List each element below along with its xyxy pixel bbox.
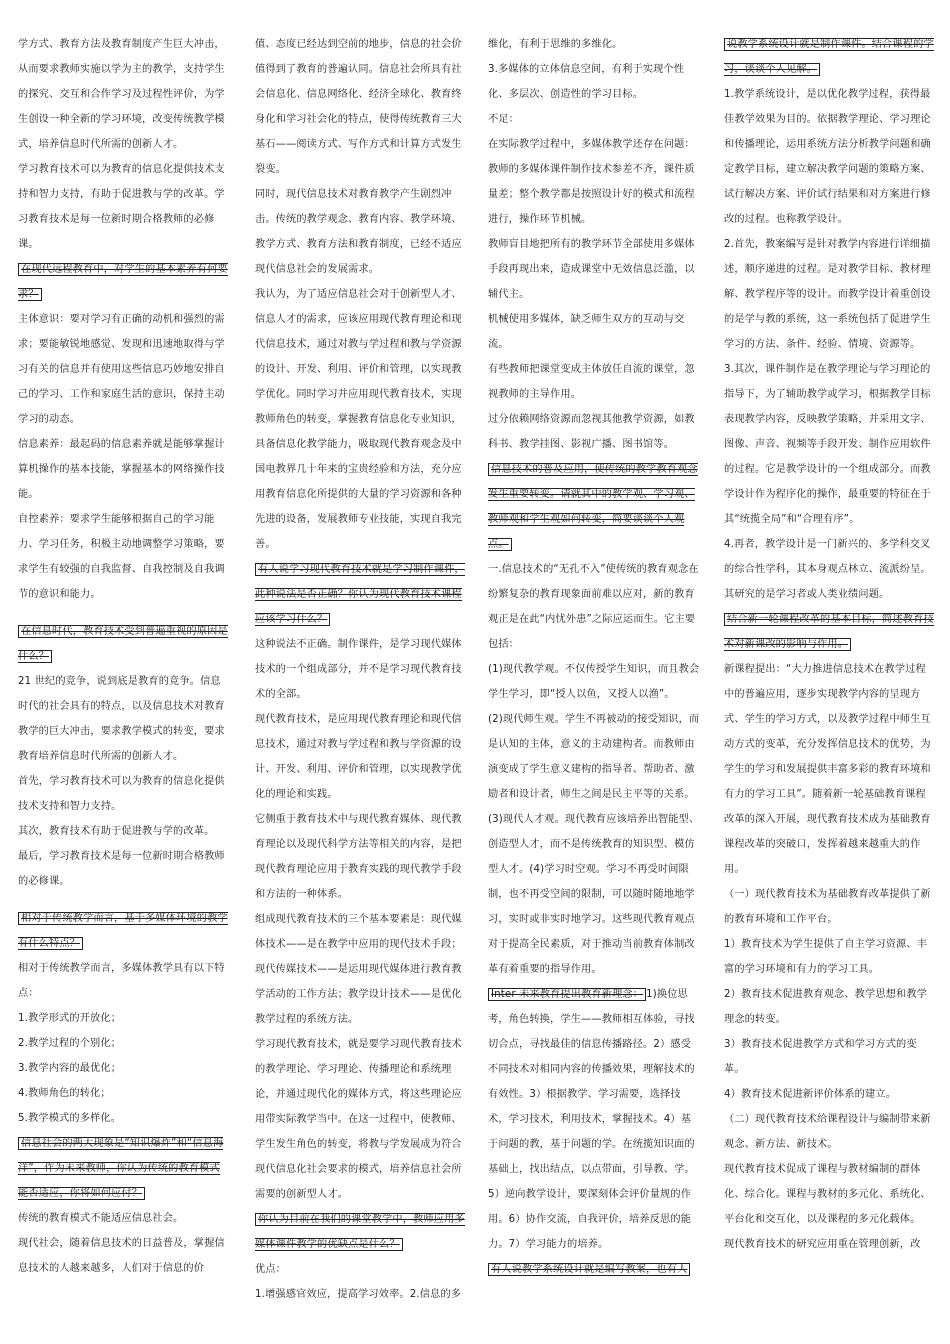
paragraph: 过分依赖网络资源而忽视其他教学资源，如教科书、教学挂图、影视广播、图书馆等。 [488, 414, 695, 450]
paragraph: 最后，学习教育技术是每一位新时期合格教师的必修课。 [18, 851, 225, 887]
paragraph: 这种说法不正确。制作课件，是学习现代媒体技术的一个组成部分，并不是学习现代教育技术的全部。 [255, 639, 462, 700]
question-text: 结合新一轮课程改革的基本目标，简述教育技术对新课改的影响与作用。 [724, 614, 934, 650]
paragraph: 2.教学过程的个别化； [18, 1038, 122, 1049]
paragraph: 4.再者，教学设计是一门新兴的、多学科交叉的综合性学科，其本身观点林立、流派纷呈。其研究的是学习者或人类业绩问题。 [724, 539, 931, 600]
paragraph: 教师盲目地把所有的教学环节全部使用多媒体手段再现出来，造成课堂中无效信息泛滥，以辅代主。 [488, 239, 695, 300]
paragraph: 3）教育技术促进教学方式和学习方式的变革。 [724, 1039, 917, 1075]
paragraph: 首先，学习教育技术可以为教育的信息化提供技术支持和智力支持。 [18, 776, 225, 812]
paragraph: 2）教育技术促进教育观念、教学思想和教学理念的转变。 [724, 989, 928, 1025]
paragraph: 21 世纪的竞争，说到底是教育的竞争。信息时代的社会具有的特点，以及信息技术对教育教学的巨大冲击，要求教学模式的转变，要求教育培养信息时代所需的创新人才。 [18, 676, 225, 762]
paragraph: 组成现代教育技术的三个基本要素是：现代媒体技术——是在教学中应用的现代技术手段；现代传媒技术——是运用现代媒体进行教育教学活动的工作方法；教学设计技术——是优化教学过程的系统方法。 [255, 914, 462, 1025]
paragraph-gap [18, 894, 230, 906]
paragraph: （二）现代教育技术给课程设计与编制带来新观念、新方法、新技术。 [724, 1114, 931, 1150]
paragraph: 主体意识：要对学习有正确的动机和强烈的需求；要能敏锐地感觉、发现和迅速地取得与学习有关的信息并有使用这些信息巧妙地安排自己的学习、工作和家庭生活的意识，保持主动学习的动态。 [18, 314, 225, 425]
text-column-1 [18, 32, 230, 1332]
question-heading [255, 557, 467, 632]
paragraph: 1.教学系统设计，是以优化教学过程，获得最佳教学效果为目的。依据教学理论、学习理论和传播理论，运用系统方法分析教学问题和确定教学目标，建立解决教学问题的策略方案、试行解决方案、评价试行结果和对方案进行修改的过程。也称教学设计。 [724, 89, 931, 225]
question-heading [488, 982, 700, 1257]
question-heading [18, 257, 230, 307]
paragraph: 它侧重于教育技术中与现代教育媒体、现代教育理论以及现代科学方法等相关的内容，是把现代教育理论应用于教育实践的现代教学手段和方法的一种体系。 [255, 814, 462, 900]
question-text: Inter 未来教育提出教育新理念： [488, 988, 646, 1001]
paragraph: 现代教育技术，是应用现代教育理论和现代信息技术，通过对教与学过程和教与学资源的设计、开发、利用、评价和管理，以实现教学优化的理论和实践。 [255, 714, 462, 800]
paragraph: (2)现代师生观。学生不再被动的接受知识，而是认知的主体，意义的主动建构者。而教师由演变成了学生意义建构的指导者、帮助者、激励者和设计者，师生之间是民主平等的关系。 [488, 714, 700, 800]
text-column-2 [255, 32, 467, 1332]
paragraph: 机械使用多媒体，缺乏师生双方的互动与交流。 [488, 314, 685, 350]
paragraph: 值、态度已经达到空前的地步，信息的社会价值得到了教育的普遍认同。信息社会所具有社会信息化、信息网络化、经济全球化、教育终身化和学习社会化的特点，使得传统教育三大基石——阅读方式、写作方式和计算方式发生裂变。 [255, 39, 462, 175]
paragraph: 其次，教育技术有助于促进教与学的改革。 [18, 826, 215, 837]
paragraph: 1.教学形式的开放化； [18, 1013, 122, 1024]
paragraph: 1）教育技术为学生提供了自主学习资源、丰富的学习环境和有力的学习工具。 [724, 939, 928, 975]
paragraph: 学习现代教育技术，就是要学习现代教育技术的教学理论、学习理论、传播理论和系统理论，并通过现代化的媒体方式，将这些理论应用带实际教学当中。在这一过程中，使教师、学生发生角色的转变，将教与学发展成为符合现代信息化社会要求的模式，培养信息社会所需要的创新型人才。 [255, 1039, 462, 1200]
paragraph: 维化，有利于思维的多维化。 [488, 39, 623, 50]
question-text: 在现代远程教育中，对学生的基本素养有何要求？ [18, 264, 228, 300]
text-column-4 [724, 32, 936, 1332]
paragraph-gap [18, 607, 230, 619]
paragraph: 有些教师把课堂变成主体放任自流的课堂，忽视教师的主导作用。 [488, 364, 695, 400]
paragraph: 不足： [488, 114, 520, 125]
question-text: 有人说学习现代教育技术就是学习制作课件，此种说法是否正确？你认为现代教育技术课程应该学习什么？ [255, 564, 465, 625]
question-text: 相对于传统教学而言，基于多媒体环境的教学有什么特点？ [18, 913, 228, 949]
question-text: 有人说教学系统设计就是编写教案，也有人 [488, 1263, 690, 1276]
paragraph: 现代社会，随着信息技术的日益普及，掌握信息技术的人越来越多，人们对于信息的价 [18, 1238, 225, 1274]
paragraph: 一.信息技术的“无孔不入”使传统的教育观念在纷繁复杂的教育现象面前难以应对，新的教育观正是在此“内忧外患”之际应运而生。它主要包括： [488, 564, 699, 650]
question-heading [18, 619, 230, 669]
question-heading [255, 1207, 467, 1257]
paragraph: (3)现代人才观。现代教育应该培养出智能型、创造型人才，而不是传统教育的知识型、模仿型人才。(4)学习时空观。学习不再受时间限制，也不再受空间的限制，可以随时随地地学习，实时或非实时地学习。这些现代教育观点对于提高全民素质，对于推动当前教育体制改革有着重要的指导作用。 [488, 814, 700, 975]
paragraph: 同时，现代信息技术对教育教学产生剧烈冲击。传统的教学观念、教育内容、教学环境、教学方式、教育方法和教育制度，已经不适应现代信息社会的发展需求。 [255, 189, 462, 275]
paragraph: 在实际教学过程中，多媒体教学还存在问题：教师的多媒体课件制作技术参差不齐，课件质量差；整个教学都是按照设计好的模式和流程进行，操作环节机械。 [488, 139, 695, 225]
paragraph: 4）教育技术促进新评价体系的建立。 [724, 1089, 897, 1100]
paragraph: 4.教师角色的转化； [18, 1088, 111, 1099]
question-heading [724, 32, 936, 82]
question-text: 你认为目前在我们的课堂教学中，教师应用多媒体课件教学的优缺点是什么？ [255, 1214, 465, 1250]
question-heading [488, 1257, 700, 1282]
paragraph: 学习教育技术可以为教育的信息化提供技术支持和智力支持，有助于促进教与学的改革。学习教育技术是每一位新时期合格教师的必修课。 [18, 164, 225, 250]
question-text: 在信息时代，教育技术受到普遍重视的原因是什么？ [18, 626, 228, 662]
paragraph: (1)现代教学观。不仅传授学生知识，而且教会学生学习，即“授人以鱼，又授人以渔”。 [488, 664, 700, 700]
paragraph: 我认为，为了适应信息社会对于创新型人才、信息人才的需求，应该应用现代教育理论和现代信息技术，通过对教与学过程和教与学资源的设计、开发、利用、评价和管理，以实现教学优化。同时学习并应用现代教育技术，实现教师角色的转变，掌握教育信息化专业知识，具备信息化教学能力，吸取现代教育观念及中国电教界几十年来的宝贵经验和方法，充分应用教育信息化所提供的大量的学习资源和各种先进的设备，发展教师专业技能，实现自我完善。 [255, 289, 462, 550]
paragraph: 3.教学内容的最优化； [18, 1063, 122, 1074]
paragraph: 自控素养：要求学生能够根据自己的学习能力、学习任务，积极主动地调整学习策略，要求学生有较强的自我监督、自我控制及自我调节的意识和能力。 [18, 514, 225, 600]
paragraph: 新课程提出：“大力推进信息技术在教学过程中的普遍应用，逐步实现教学内容的呈现方式、学生的学习方式，以及教学过程中师生互动方式的变革，充分发挥信息技术的优势，为学生的学习和发展提供丰富多彩的教育环境和有力的学习工具”。随着新一轮基础教育课程改革的深入开展，现代教育技术成为基础教育课程改革的突破口，发挥着越来越重大的作用。 [724, 664, 931, 875]
question-text: 信息技术的普及应用，使传统的教学教育观念发生重要转变。请就其中的教学观、学习观、教师观和学生观如何转变，简要谈谈个人观点。 [488, 464, 698, 550]
paragraph: 2.首先，教案编写是针对教学内容进行详细描述，顺序递进的过程。是对教学目标、教材理解、教学程序等的设计。而教学设计着重创设的是学与教的系统，这一系统包括了促进学生学习的方法、条件、经验、情境、资源等。 [724, 239, 931, 350]
paragraph: 现代教育技术促成了课程与教材编制的群体化、综合化。课程与教材的多元化、系统化、平台化和交互化，以及课程的多元化载体。 [724, 1164, 931, 1225]
paragraph: 信息素养：最起码的信息素养就是能够掌握计算机操作的基本技能，掌握基本的网络操作技能。 [18, 439, 225, 500]
paragraph: 5.教学模式的多样化。 [18, 1113, 122, 1124]
paragraph: 传统的教育模式不能适应信息社会。 [18, 1213, 184, 1224]
question-heading [488, 457, 700, 557]
question-text: 说教学系统设计就是制作课件。结合课程的学习，谈谈个人见解。 [724, 39, 934, 75]
paragraph: 3.其次，课件制作是在教学理论与学习理论的指导下，为了辅助教学或学习，根据教学目标表现教学内容，反映教学策略，并采用文字、图像、声音、视频等手段开发、制作应用软件的过程。它是教学设计的一个组成部分。而教学设计作为程序化的操作，最重要的特征在于其“统揽全局”和“合理有序”。 [724, 364, 931, 525]
paragraph: 相对于传统教学而言，多媒体教学具有以下特点： [18, 963, 225, 999]
paragraph: 现代教育技术的研究应用重在管理创新，改 [724, 1239, 921, 1250]
question-heading [18, 1131, 230, 1206]
paragraph: 优点： [255, 1264, 287, 1275]
answer-text: 1)换位思考，角色转换，学生——教师相互体验，寻找切合点，寻找最佳的信息传播路径。2）感受不同技术对相同内容的传播效果，理解技术的有效性。3）根据教学、学习需要，选择技术，学习技术，利用技术，掌握技术。4）基于问题的教，基于问题的学。在统揽知识面的基础上，找出结点，以点带面，引导教、学。5）逆向教学设计，要深刻体会评价量规的作用。6）协作交流，自我评价，培养反思的能力。7）学习能力的培养。 [488, 989, 695, 1250]
text-column-3 [488, 32, 700, 1332]
paragraph: 学方式、教育方法及教育制度产生巨大冲击，从而要求教师实施以学为主的教学，支持学生的探究、交互和合作学习及过程性评价，为学生创设一种全新的学习环境，改变传统教学模式，培养信息时代所需的创新人才。 [18, 39, 225, 150]
question-text: 信息社会的两大现象是“知识爆炸”和“信息海洋”，作为未来教师，你认为传统的教育模式能否适应，你将如何应付？ [18, 1138, 224, 1199]
question-heading [18, 906, 230, 956]
paragraph: 3.多媒体的立体信息空间，有利于实现个性化、多层次、创造性的学习目标。 [488, 64, 685, 100]
paragraph: （一）现代教育技术为基础教育改革提供了新的教育环境和工作平台。 [724, 889, 931, 925]
question-heading [724, 607, 936, 657]
paragraph: 1.增强感官效应，提高学习效率。2.信息的多 [255, 1289, 462, 1300]
